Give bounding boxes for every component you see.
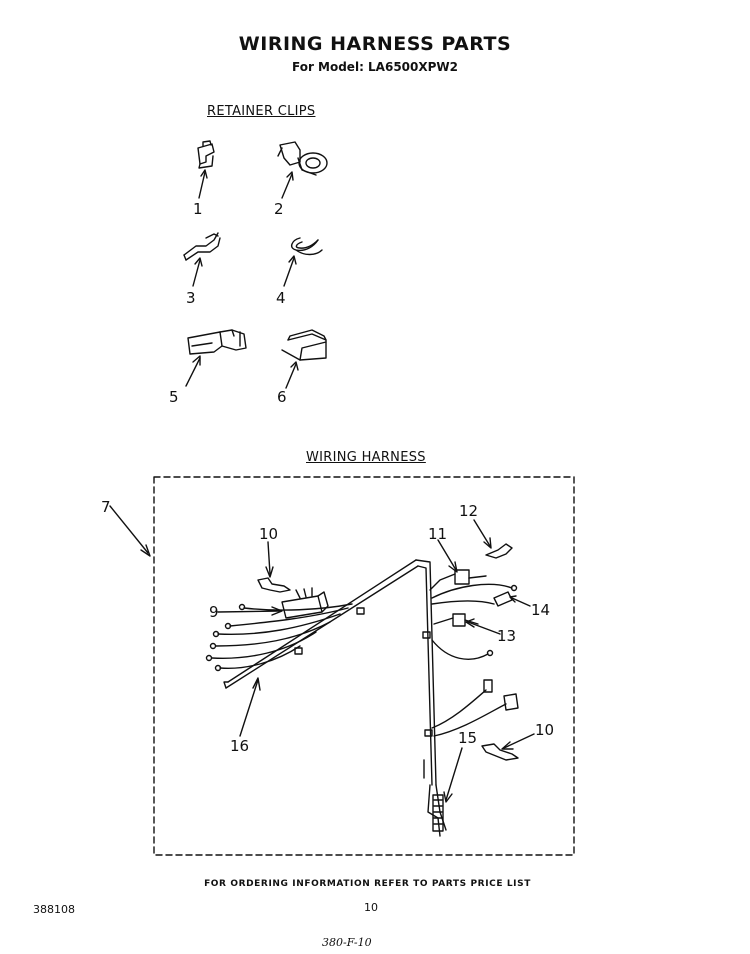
callout-7: 7 [101,498,111,516]
callout-1: 1 [193,200,203,218]
callout-3: 3 [186,289,196,307]
model-label: For Model: LA6500XPW2 [291,60,459,74]
leader-1 [199,172,205,198]
callout-13: 13 [497,627,517,645]
leader-10-lower [504,734,534,748]
leader-11 [438,540,456,570]
leader-3 [193,260,200,286]
clip-1-illustration [198,141,214,168]
document-number: 388108 [33,903,75,916]
leader-16 [240,680,258,736]
retainer-clips-heading: RETAINER CLIPS [207,104,316,119]
harness-trunk [224,560,446,836]
harness-wires-left [207,604,353,671]
handwritten-note: 380-F-10 [322,936,372,949]
callout-10-lower: 10 [535,721,555,739]
callout-14: 14 [531,601,551,619]
connector-14-illustration [432,584,517,606]
terminal-10-lower-illustration [482,744,518,760]
wiring-harness-heading: WIRING HARNESS [306,450,426,465]
harness-wires-right [432,640,518,736]
callout-6: 6 [277,388,287,406]
callout-15: 15 [458,729,478,747]
clip-6-illustration [282,330,326,360]
callout-11: 11 [428,525,448,543]
leader-15 [446,748,462,800]
callout-10-upper: 10 [259,525,279,543]
connector-15-illustration [433,795,443,831]
arrowhead-11 [449,562,457,572]
callout-4: 4 [276,289,286,307]
leader-13 [468,622,500,634]
callout-9: 9 [209,603,219,621]
ordering-note: FOR ORDERING INFORMATION REFER TO PARTS PRICE LIST [204,879,531,889]
connector-11-illustration [430,570,486,590]
page-title: WIRING HARNESS PARTS [238,33,512,55]
leader-9 [218,611,280,612]
clip-3-illustration [184,233,220,260]
callout-2: 2 [274,200,284,218]
terminal-10-upper-illustration [258,578,290,592]
clip-4-illustration [292,238,322,255]
callout-12: 12 [459,502,479,520]
page-number: 10 [364,901,378,914]
leader-7 [110,506,148,553]
callout-16: 16 [230,737,250,755]
leader-10-upper [268,542,270,574]
clip-2-illustration [278,142,327,175]
leader-12 [474,520,490,546]
clip-5-illustration [188,330,246,354]
arrowhead-10-lower [502,742,513,749]
callout-5: 5 [169,388,179,406]
